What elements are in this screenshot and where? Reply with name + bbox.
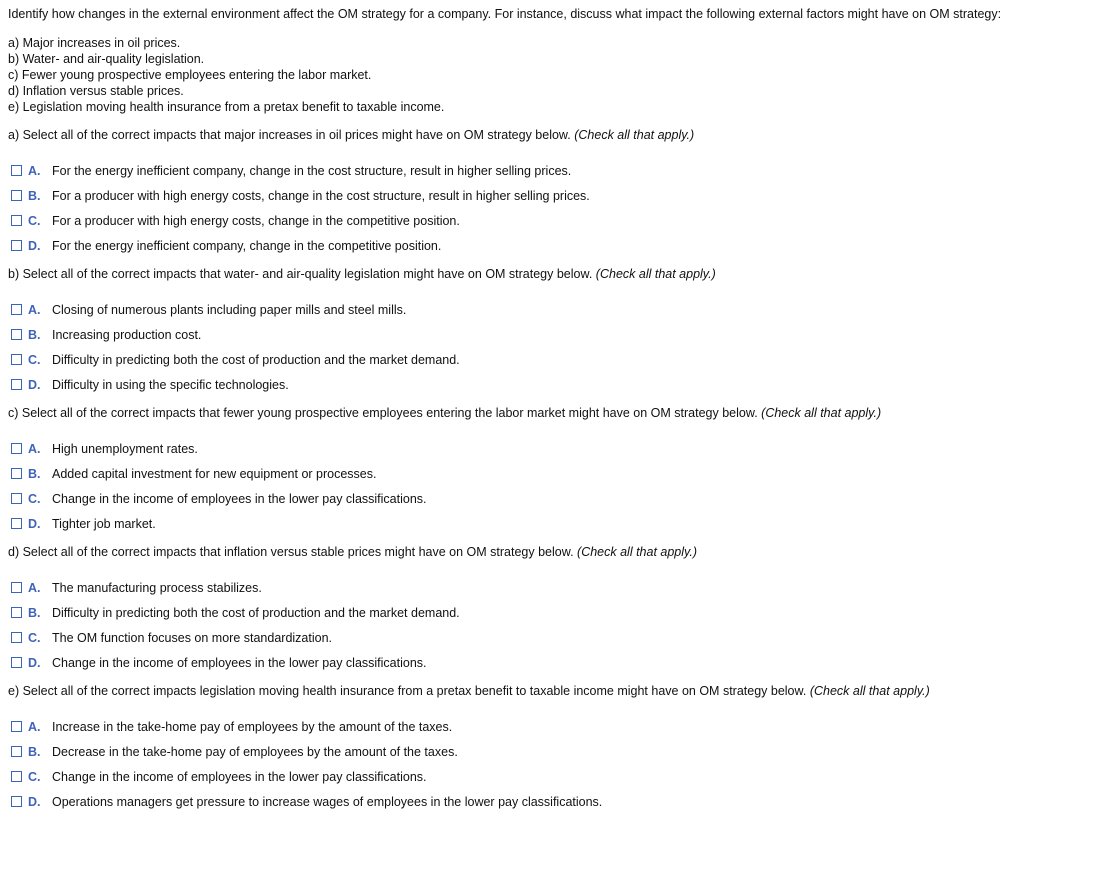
checkbox-icon[interactable] (11, 165, 22, 176)
option-letter: A. (28, 580, 41, 595)
intro-text: Identify how changes in the external environment affect the OM strategy for a company. For instance, discuss what impact the following external factors might have on OM strategy: (8, 7, 1002, 21)
question-e-options (8, 714, 1088, 814)
checkbox-icon[interactable] (11, 746, 22, 757)
factor-list (8, 35, 1088, 115)
question-a-hint: (Check all that apply.) (574, 128, 695, 142)
option-letter: A. (28, 441, 41, 456)
option-letter: C. (28, 491, 41, 506)
option-text: Change in the income of employees in the lower pay classifications. (52, 491, 427, 506)
option-letter: D. (28, 377, 41, 392)
factor-a: a) Major increases in oil prices. (8, 36, 181, 50)
checkbox-icon[interactable] (11, 657, 22, 668)
question-e-text: e) Select all of the correct impacts legislation moving health insurance from a pretax benefit to taxable income might have on OM strategy below. (8, 684, 807, 698)
checkbox-icon[interactable] (11, 632, 22, 643)
option-e-c[interactable] (8, 764, 1088, 789)
option-text: For the energy inefficient company, change in the competitive position. (52, 238, 442, 253)
option-b-d[interactable] (8, 372, 1088, 397)
option-letter: B. (28, 327, 41, 342)
option-letter: D. (28, 238, 41, 253)
option-text: The OM function focuses on more standardization. (52, 630, 333, 645)
question-c-prompt (8, 405, 1088, 421)
question-e-prompt (8, 683, 1088, 699)
option-a-b[interactable] (8, 183, 1088, 208)
factor-c: c) Fewer young prospective employees entering the labor market. (8, 68, 372, 82)
option-letter: D. (28, 516, 41, 531)
question-a-options (8, 158, 1088, 258)
option-letter: B. (28, 188, 41, 203)
checkbox-icon[interactable] (11, 518, 22, 529)
option-e-b[interactable] (8, 739, 1088, 764)
question-c-options (8, 436, 1088, 536)
option-e-d[interactable] (8, 789, 1088, 814)
option-letter: A. (28, 302, 41, 317)
option-letter: B. (28, 466, 41, 481)
checkbox-icon[interactable] (11, 607, 22, 618)
option-d-a[interactable] (8, 575, 1088, 600)
question-d-text: d) Select all of the correct impacts that inflation versus stable prices might have on OM strategy below. (8, 545, 574, 559)
option-a-d[interactable] (8, 233, 1088, 258)
factor-e: e) Legislation moving health insurance from a pretax benefit to taxable income. (8, 100, 445, 114)
option-d-d[interactable] (8, 650, 1088, 675)
option-letter: D. (28, 794, 41, 809)
option-text: Tighter job market. (52, 516, 156, 531)
option-d-b[interactable] (8, 600, 1088, 625)
option-text: Increase in the take-home pay of employees by the amount of the taxes. (52, 719, 453, 734)
option-text: The manufacturing process stabilizes. (52, 580, 262, 595)
option-text: For a producer with high energy costs, change in the cost structure, result in higher selling prices. (52, 188, 590, 203)
option-b-a[interactable] (8, 297, 1088, 322)
question-d-prompt (8, 544, 1088, 560)
question-b-prompt (8, 266, 1088, 282)
option-a-a[interactable] (8, 158, 1088, 183)
option-text: High unemployment rates. (52, 441, 198, 456)
question-b-text: b) Select all of the correct impacts that water- and air-quality legislation might have on OM strategy below. (8, 267, 593, 281)
option-letter: C. (28, 630, 41, 645)
option-letter: A. (28, 719, 41, 734)
checkbox-icon[interactable] (11, 304, 22, 315)
option-b-c[interactable] (8, 347, 1088, 372)
factor-b: b) Water- and air-quality legislation. (8, 52, 205, 66)
question-b-hint: (Check all that apply.) (595, 267, 716, 281)
checkbox-icon[interactable] (11, 721, 22, 732)
factor-d: d) Inflation versus stable prices. (8, 84, 184, 98)
option-letter: C. (28, 213, 41, 228)
option-letter: B. (28, 744, 41, 759)
option-b-b[interactable] (8, 322, 1088, 347)
checkbox-icon[interactable] (11, 329, 22, 340)
option-text: Difficulty in predicting both the cost of production and the market demand. (52, 352, 460, 367)
checkbox-icon[interactable] (11, 215, 22, 226)
checkbox-icon[interactable] (11, 354, 22, 365)
option-text: Difficulty in predicting both the cost of production and the market demand. (52, 605, 460, 620)
checkbox-icon[interactable] (11, 796, 22, 807)
question-b-options (8, 297, 1088, 397)
option-e-a[interactable] (8, 714, 1088, 739)
question-c-text: c) Select all of the correct impacts that fewer young prospective employees entering the labor market might have on OM strategy below. (8, 406, 758, 420)
option-text: Closing of numerous plants including paper mills and steel mills. (52, 302, 407, 317)
option-text: Increasing production cost. (52, 327, 202, 342)
option-c-c[interactable] (8, 486, 1088, 511)
option-c-d[interactable] (8, 511, 1088, 536)
option-c-b[interactable] (8, 461, 1088, 486)
option-letter: C. (28, 769, 41, 784)
option-letter: D. (28, 655, 41, 670)
checkbox-icon[interactable] (11, 443, 22, 454)
checkbox-icon[interactable] (11, 190, 22, 201)
question-a-text: a) Select all of the correct impacts that major increases in oil prices might have on OM strategy below. (8, 128, 571, 142)
option-letter: B. (28, 605, 41, 620)
option-letter: A. (28, 163, 41, 178)
option-text: Change in the income of employees in the lower pay classifications. (52, 655, 427, 670)
question-d-hint: (Check all that apply.) (577, 545, 697, 559)
question-a-prompt (8, 127, 1088, 143)
option-text: Added capital investment for new equipment or processes. (52, 466, 377, 481)
question-c-hint: (Check all that apply.) (761, 406, 882, 420)
option-d-c[interactable] (8, 625, 1088, 650)
option-text: Decrease in the take-home pay of employees by the amount of the taxes. (52, 744, 458, 759)
checkbox-icon[interactable] (11, 379, 22, 390)
checkbox-icon[interactable] (11, 771, 22, 782)
checkbox-icon[interactable] (11, 468, 22, 479)
option-text: Change in the income of employees in the lower pay classifications. (52, 769, 427, 784)
option-text: Operations managers get pressure to increase wages of employees in the lower pay classifications. (52, 794, 603, 809)
option-a-c[interactable] (8, 208, 1088, 233)
question-e-hint: (Check all that apply.) (809, 684, 930, 698)
option-text: For the energy inefficient company, change in the cost structure, result in higher selling prices. (52, 163, 572, 178)
question-d-options (8, 575, 1088, 675)
checkbox-icon[interactable] (11, 582, 22, 593)
option-letter: C. (28, 352, 41, 367)
checkbox-icon[interactable] (11, 240, 22, 251)
checkbox-icon[interactable] (11, 493, 22, 504)
option-text: Difficulty in using the specific technologies. (52, 377, 289, 392)
option-c-a[interactable] (8, 436, 1088, 461)
option-text: For a producer with high energy costs, change in the competitive position. (52, 213, 460, 228)
